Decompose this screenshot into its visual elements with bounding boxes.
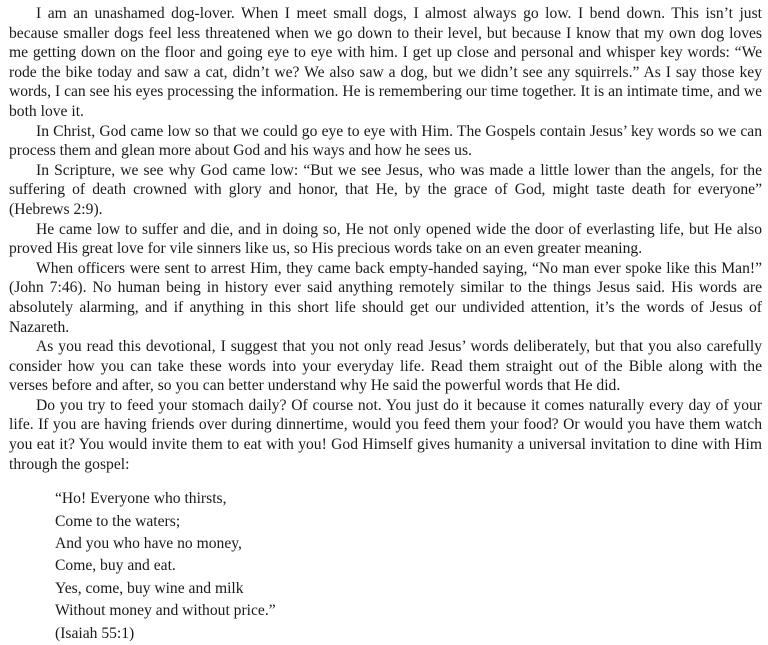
paragraph-hebrews: In Scripture, we see why God came low: “But we see Jesus, who was made a little lower than the angels, for the suffering of death crowned with glory and honor, that He, by the grace of God, might taste death for everyone” (Hebrews 2:9). [9, 161, 762, 218]
paragraph-feed-stomach: Do you try to feed your stomach daily? Of course not. You just do it because it comes naturally every day of your life. If you are having friends over during dinnertime, would you feed them your food? Or would you have them watch you eat it? You would invite them to eat with you! God Himself gives humanity a universal invitation to dine with Him through the gospel: [9, 396, 762, 473]
quote-line: Yes, come, buy wine and milk [55, 579, 244, 597]
quote-line: “Ho! Everyone who thirsts, [55, 490, 227, 508]
quote-citation: (Isaiah 55:1) [55, 624, 135, 642]
paragraph-devotional: As you read this devotional, I suggest that you not only read Jesus’ words deliberately, but that you also carefully consider how you can take these words into your everyday life. Read them straight out of the Bible along with the verses before and after, so you can better understand why He said the powerful words that He did. [9, 338, 762, 395]
paragraph-suffer-and-die: He came low to suffer and die, and in doing so, He not only opened wide the door of everlasting life, but He also proved His great love for vile sinners like us, so His precious words take on an even greater meaning. [9, 220, 762, 258]
isaiah-quote [55, 488, 762, 645]
paragraph-dog-lover: I am an unashamed dog-lover. When I meet small dogs, I almost always go low. I bend down. This isn’t just because smaller dogs feel less threatened when we go down to their level, but because I know that my own dog loves me getting down on the floor and going eye to eye with him. I get up close and personal and whisper key words: “We rode the bike today and saw a cat, didn’t we? We also saw a dog, but we didn’t see any squirrels.” As I say those key words, I can see his eyes processing the information. He is remembering our time together. It is an intimate time, and we both love it. [9, 5, 762, 120]
quote-line: Come to the waters; [55, 512, 181, 530]
paragraph-god-came-low: In Christ, God came low so that we could go eye to eye with Him. The Gospels contain Jesus’ key words so we can process them and glean more about God and his ways and how he sees us. [9, 122, 762, 160]
quote-line: And you who have no money, [55, 535, 242, 553]
quote-line: Come, buy and eat. [55, 557, 176, 575]
paragraph-officers: When officers were sent to arrest Him, they came back empty-handed saying, “No man ever spoke like this Man!” (John 7:46). No human being in history ever said anything remotely similar to the things Jesus said. His words are absolutely alarming, and if anything in this short life should get our undivided attention, it’s the words of Jesus of Nazareth. [9, 259, 762, 336]
quote-line: Without money and without price.” [55, 602, 276, 620]
